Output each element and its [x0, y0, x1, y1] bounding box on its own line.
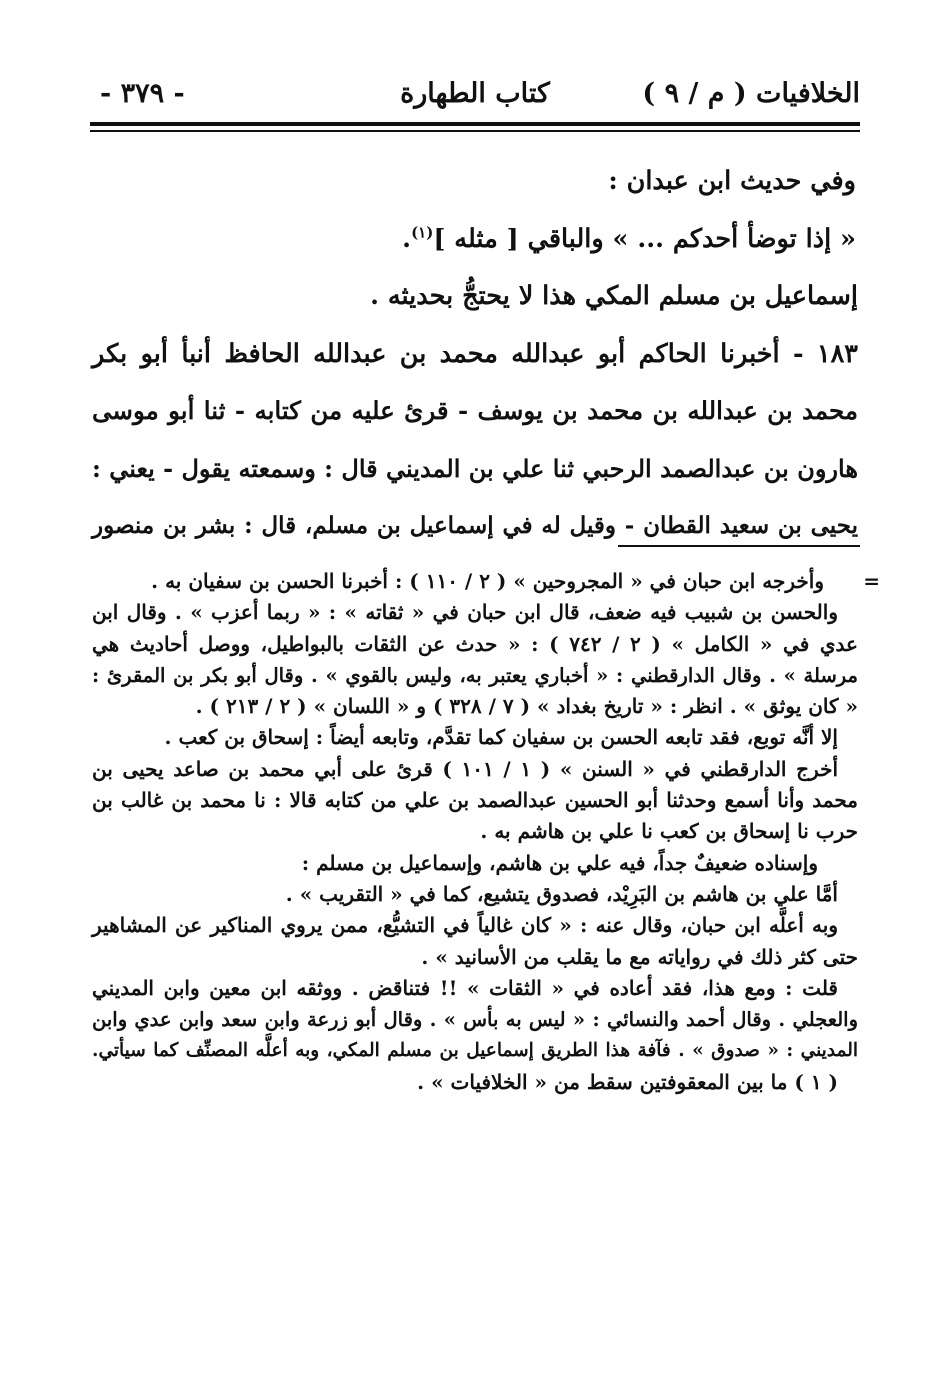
footnote-line: المديني : « صدوق » . فآفة هذا الطريق إسماعيل بن مسلم المكي، وبه أعلَّه المصنِّف كما سيأتي.: [92, 1040, 858, 1062]
header-rule-thick: [90, 122, 860, 126]
body-line: يحيى بن سعيد القطان - وقيل له في إسماعيل بن مسلم، قال : بشر بن منصور: [92, 512, 858, 539]
continuation-mark: =: [863, 569, 880, 593]
footnote-line: مرسلة » . وقال الدارقطني : « أخباري يعتبر به، وليس بالقوي » . وقال أبو بكر بن المقرئ :: [92, 663, 858, 687]
footnote-line: عدي في « الكامل » ( ٢ / ٧٤٢ ) : « حدث عن الثقات بالبواطيل، ووصل أحاديث هي: [92, 631, 858, 656]
page-header: [90, 70, 860, 120]
main-text: [92, 154, 858, 557]
footnote-line: حتى كثر ذلك في رواياته مع ما يقلب من الأسانيد » .: [421, 944, 858, 969]
footnote-line: وإسناده ضعيفٌ جداً، فيه علي بن هاشم، وإسماعيل بن مسلم :: [301, 850, 818, 875]
footnote-line: محمد وأنا أسمع وحدثنا أبو الحسين عبدالصمد بن علي من كتابه قالا : نا محمد بن غالب بن: [92, 788, 858, 813]
page-number: - ٣٧٩ -: [100, 78, 185, 109]
footnote-line: قلت : ومع هذا، فقد أعاده في « الثقات » !! فتناقض . ووثقه ابن معين وابن المديني: [92, 975, 838, 1000]
footnote-line: أخرج الدارقطني في « السنن » ( ١ / ١٠١ ) قرئ على أبي محمد بن صاعد يحيى بن: [92, 756, 839, 781]
body-line: « إذا توضأ أحدكم ... » والباقي [ مثله ]$^{(١)}$.: [402, 223, 856, 254]
body-line: محمد بن عبدالله بن محمد بن يوسف - قرئ عليه من كتابه - ثنا أبو موسى: [92, 396, 858, 425]
footnote-line: حرب نا إسحاق بن كعب نا علي بن هاشم به .: [480, 819, 858, 844]
footnote-line: وأخرجه ابن حبان في « المجروحين » ( ٢ / ١١٠ ) : أخبرنا الحسن بن سفيان به .: [151, 569, 824, 593]
footnote-line: « كان يوثق » . انظر : « تاريخ بغداد » ( ٧ / ٣٢٨ ) و « اللسان » ( ٢ / ٢١٣ ) .: [195, 694, 858, 719]
footnote-line: إلا أنَّه توبع، فقد تابعه الحسن بن سفيان كما تقدَّم، وتابعه أيضاً : إسحاق بن كعب .: [164, 725, 838, 750]
footnote-reference: (١): [411, 223, 434, 241]
footnote-line: وبه أعلَّه ابن حبان، وقال عنه : « كان غالياً في التشيُّع، ممن يروي المناكير عن المشاهير: [92, 913, 838, 938]
footnote-line: والعجلي . وقال أحمد والنسائي : « ليس به بأس » . وقال أبو زرعة وابن سعد وابن عدي وابن: [92, 1008, 858, 1032]
body-line: هارون بن عبدالصمد الرحبي ثنا علي بن المديني قال : وسمعته يقول - يعني :: [92, 453, 858, 483]
footnotes: [92, 566, 858, 1098]
running-head-book: الخلافيات ( م / ٩ ): [642, 78, 860, 109]
body-line: ١٨٣ - أخبرنا الحاكم أبو عبدالله محمد بن عبدالله الحافظ أنبأ أبو بكر: [92, 338, 858, 369]
body-line: وفي حديث ابن عبدان :: [608, 166, 856, 196]
footnote-separator: [618, 545, 860, 547]
footnote-line: والحسن بن شبيب فيه ضعف، قال ابن حبان في « ثقاته » : « ربما أعزب » . وقال ابن: [92, 600, 838, 625]
header-rule-thin: [90, 130, 860, 132]
body-line: إسماعيل بن مسلم المكي هذا لا يحتجُّ بحديثه .: [370, 281, 858, 311]
footnote-line: ( ١ ) ما بين المعقوفتين سقط من « الخلافيات » .: [417, 1069, 838, 1094]
running-head-chapter: كتاب الطهارة: [400, 78, 550, 109]
body-line-text: « إذا توضأ أحدكم ... » والباقي [ مثله ]: [433, 223, 856, 254]
footnote-line: أمَّا علي بن هاشم بن البَرِيْد، فصدوق يتشيع، كما في « التقريب » .: [285, 881, 838, 906]
